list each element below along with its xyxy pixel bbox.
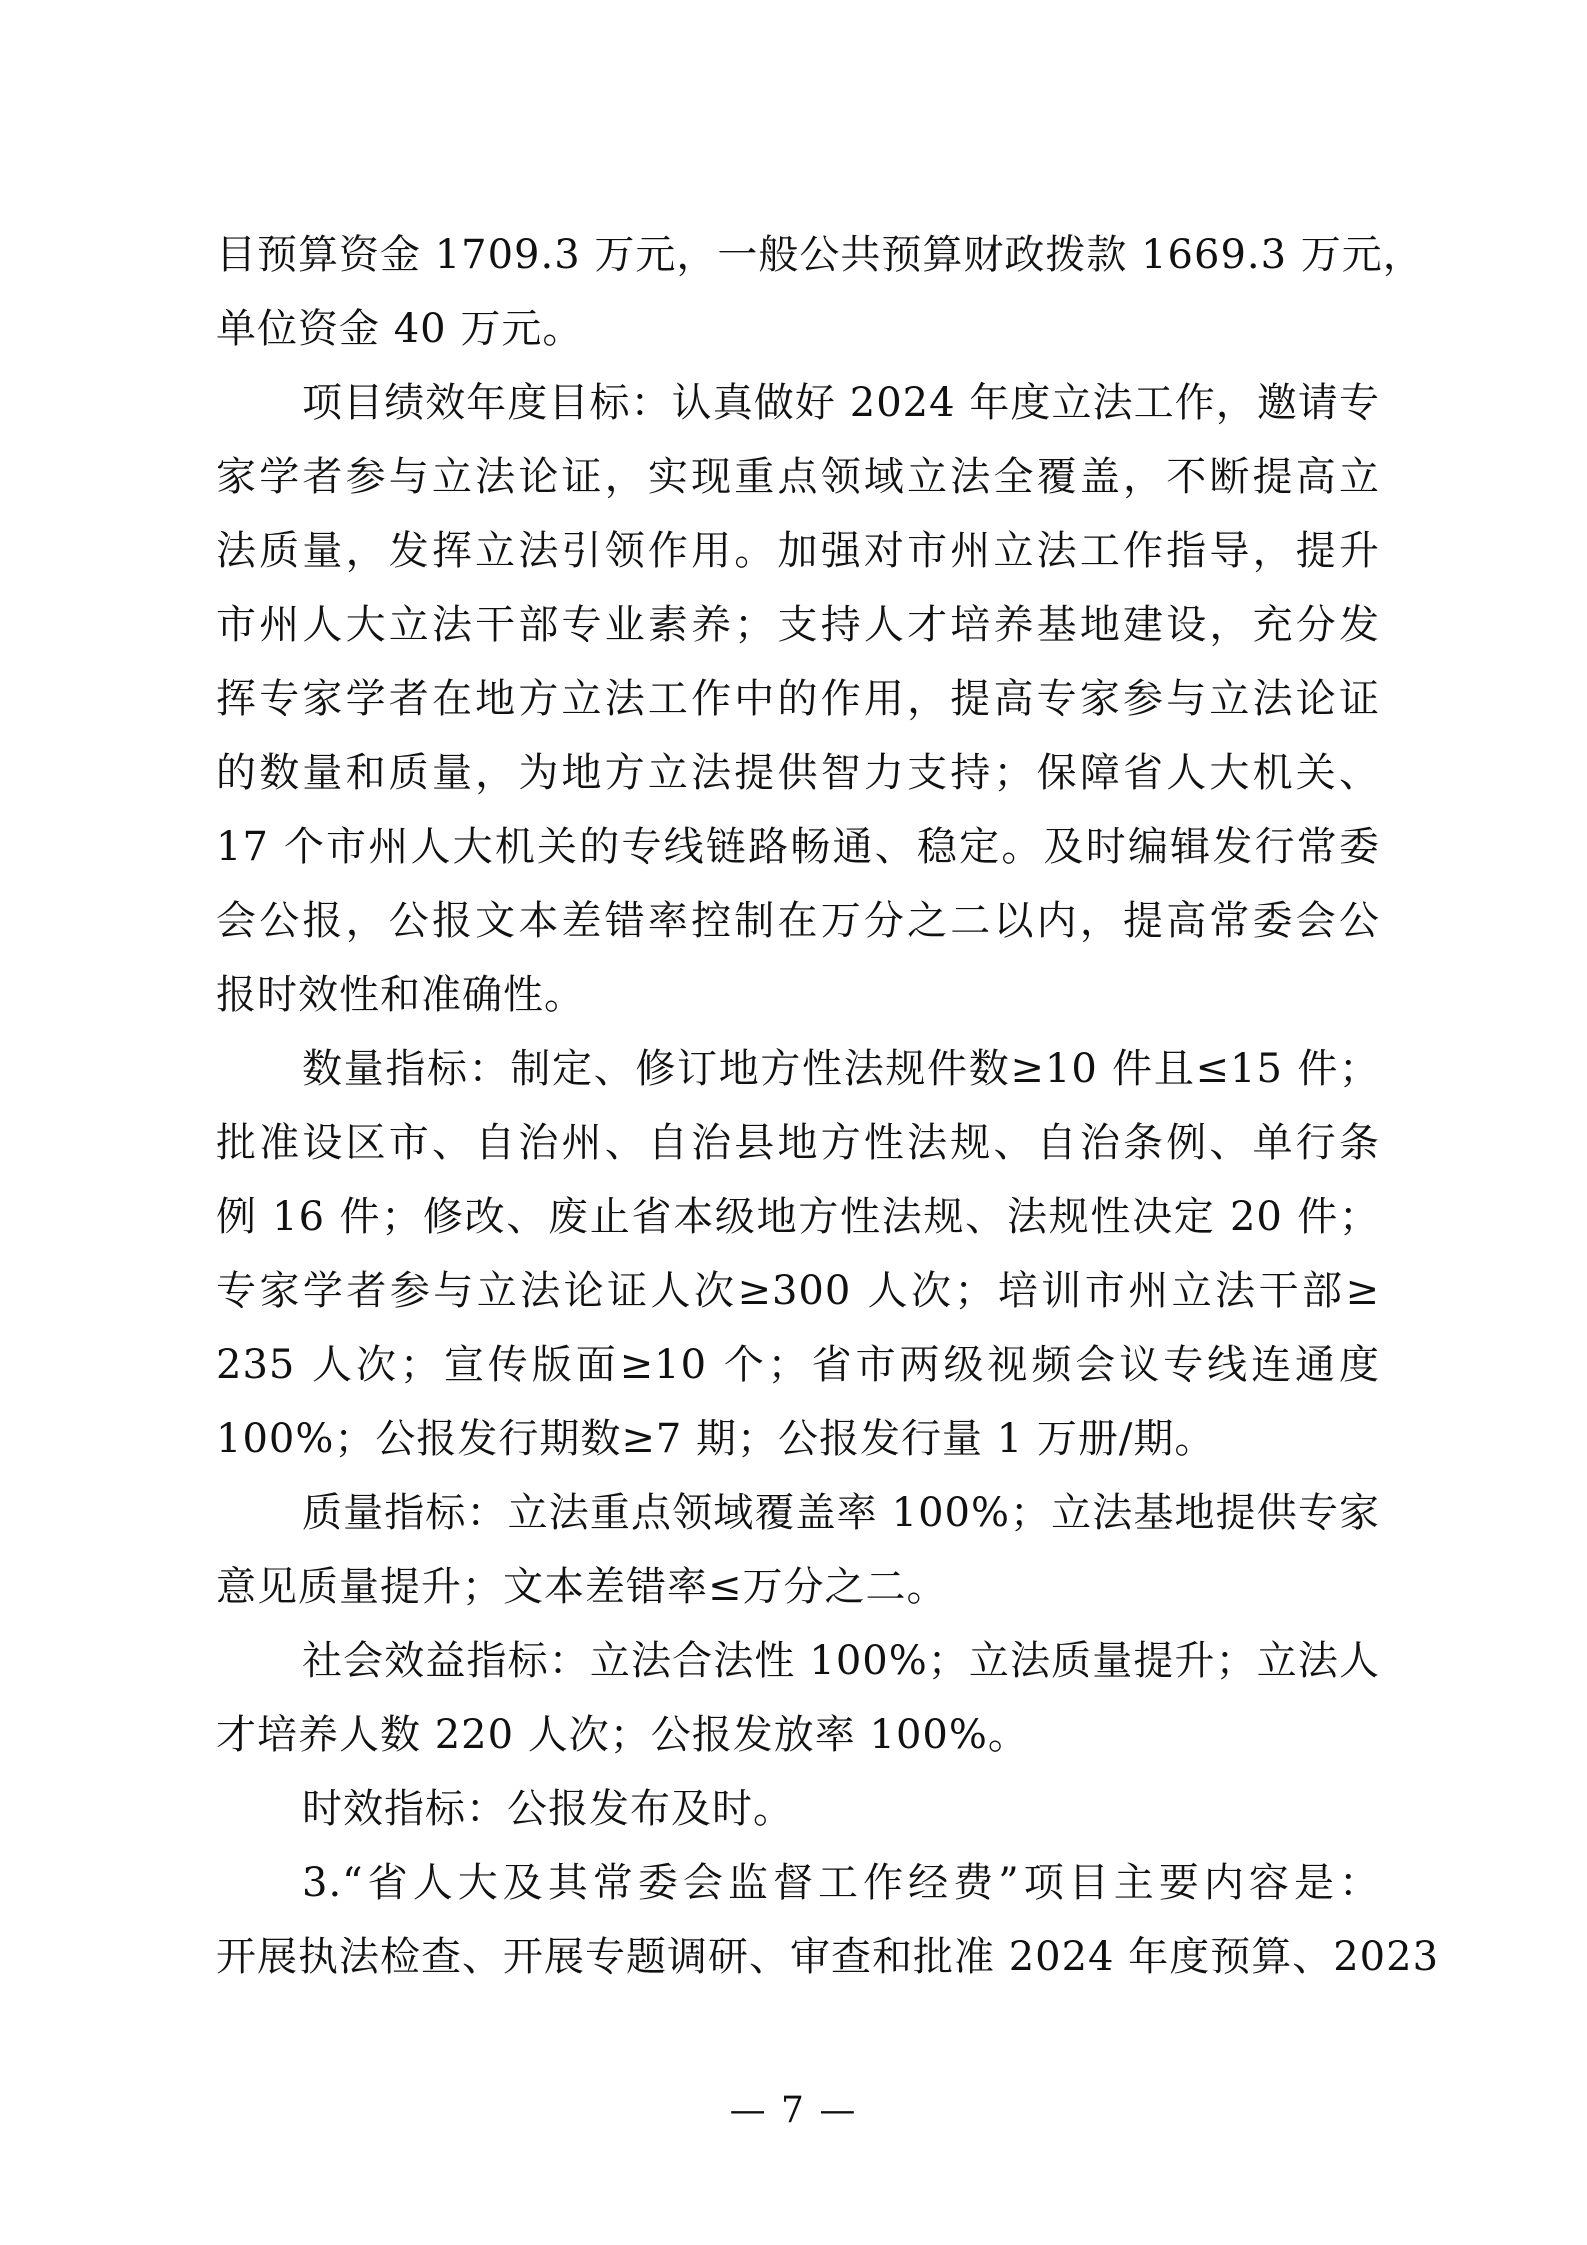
page-number: — 7 — — [729, 2090, 858, 2131]
text-line: 批准设区市、自治州、自治县地方性法规、自治条例、单行条 — [216, 1120, 1380, 1166]
text-line: 家学者参与立法论证，实现重点领域立法全覆盖，不断提高立 — [216, 454, 1380, 500]
text-line: 才培养人数 220 人次；公报发放率 100%。 — [216, 1712, 1029, 1758]
text-line: 报时效性和准确性。 — [216, 972, 585, 1018]
text-line: 目预算资金 1709.3 万元，一般公共预算财政拨款 1669.3 万元， — [216, 232, 1424, 278]
paragraph-first-line: 3.“省人大及其常委会监督工作经费”项目主要内容是： — [302, 1860, 1380, 1906]
text-line: 挥专家学者在地方立法工作中的作用，提高专家参与立法论证 — [216, 676, 1380, 722]
text-line: 的数量和质量，为地方立法提供智力支持；保障省人大机关、 — [216, 750, 1380, 796]
text-line: 市州人大立法干部专业素养；支持人才培养基地建设，充分发 — [216, 602, 1380, 648]
paragraph-first-line: 数量指标：制定、修订地方性法规件数≥10 件且≤15 件； — [302, 1046, 1380, 1092]
document-body — [216, 218, 1440, 1994]
text-line: 开展执法检查、开展专题调研、审查和批准 2024 年度预算、2023 — [216, 1934, 1440, 1980]
text-line: 专家学者参与立法论证人次≥300 人次；培训市州立法干部≥ — [216, 1268, 1380, 1314]
paragraph-first-line: 社会效益指标：立法合法性 100%；立法质量提升；立法人 — [302, 1638, 1380, 1684]
text-line: 例 16 件；修改、废止省本级地方性法规、法规性决定 20 件； — [216, 1194, 1380, 1240]
text-line: 单位资金 40 万元。 — [216, 306, 584, 352]
paragraph-first-line: 质量指标：立法重点领域覆盖率 100%；立法基地提供专家 — [302, 1490, 1380, 1536]
text-line: 意见质量提升；文本差错率≤万分之二。 — [216, 1564, 948, 1610]
paragraph-first-line: 时效指标：公报发布及时。 — [302, 1786, 794, 1832]
text-line: 235 人次；宣传版面≥10 个；省市两级视频会议专线连通度 — [216, 1342, 1380, 1388]
text-line: 100%；公报发行期数≥7 期；公报发行量 1 万册/期。 — [216, 1416, 1216, 1462]
text-line: 17 个市州人大机关的专线链路畅通、稳定。及时编辑发行常委 — [216, 824, 1380, 870]
text-line: 法质量，发挥立法引领作用。加强对市州立法工作指导，提升 — [216, 528, 1380, 574]
paragraph-first-line: 项目绩效年度目标：认真做好 2024 年度立法工作，邀请专 — [302, 380, 1380, 426]
text-line: 会公报，公报文本差错率控制在万分之二以内，提高常委会公 — [216, 898, 1380, 944]
